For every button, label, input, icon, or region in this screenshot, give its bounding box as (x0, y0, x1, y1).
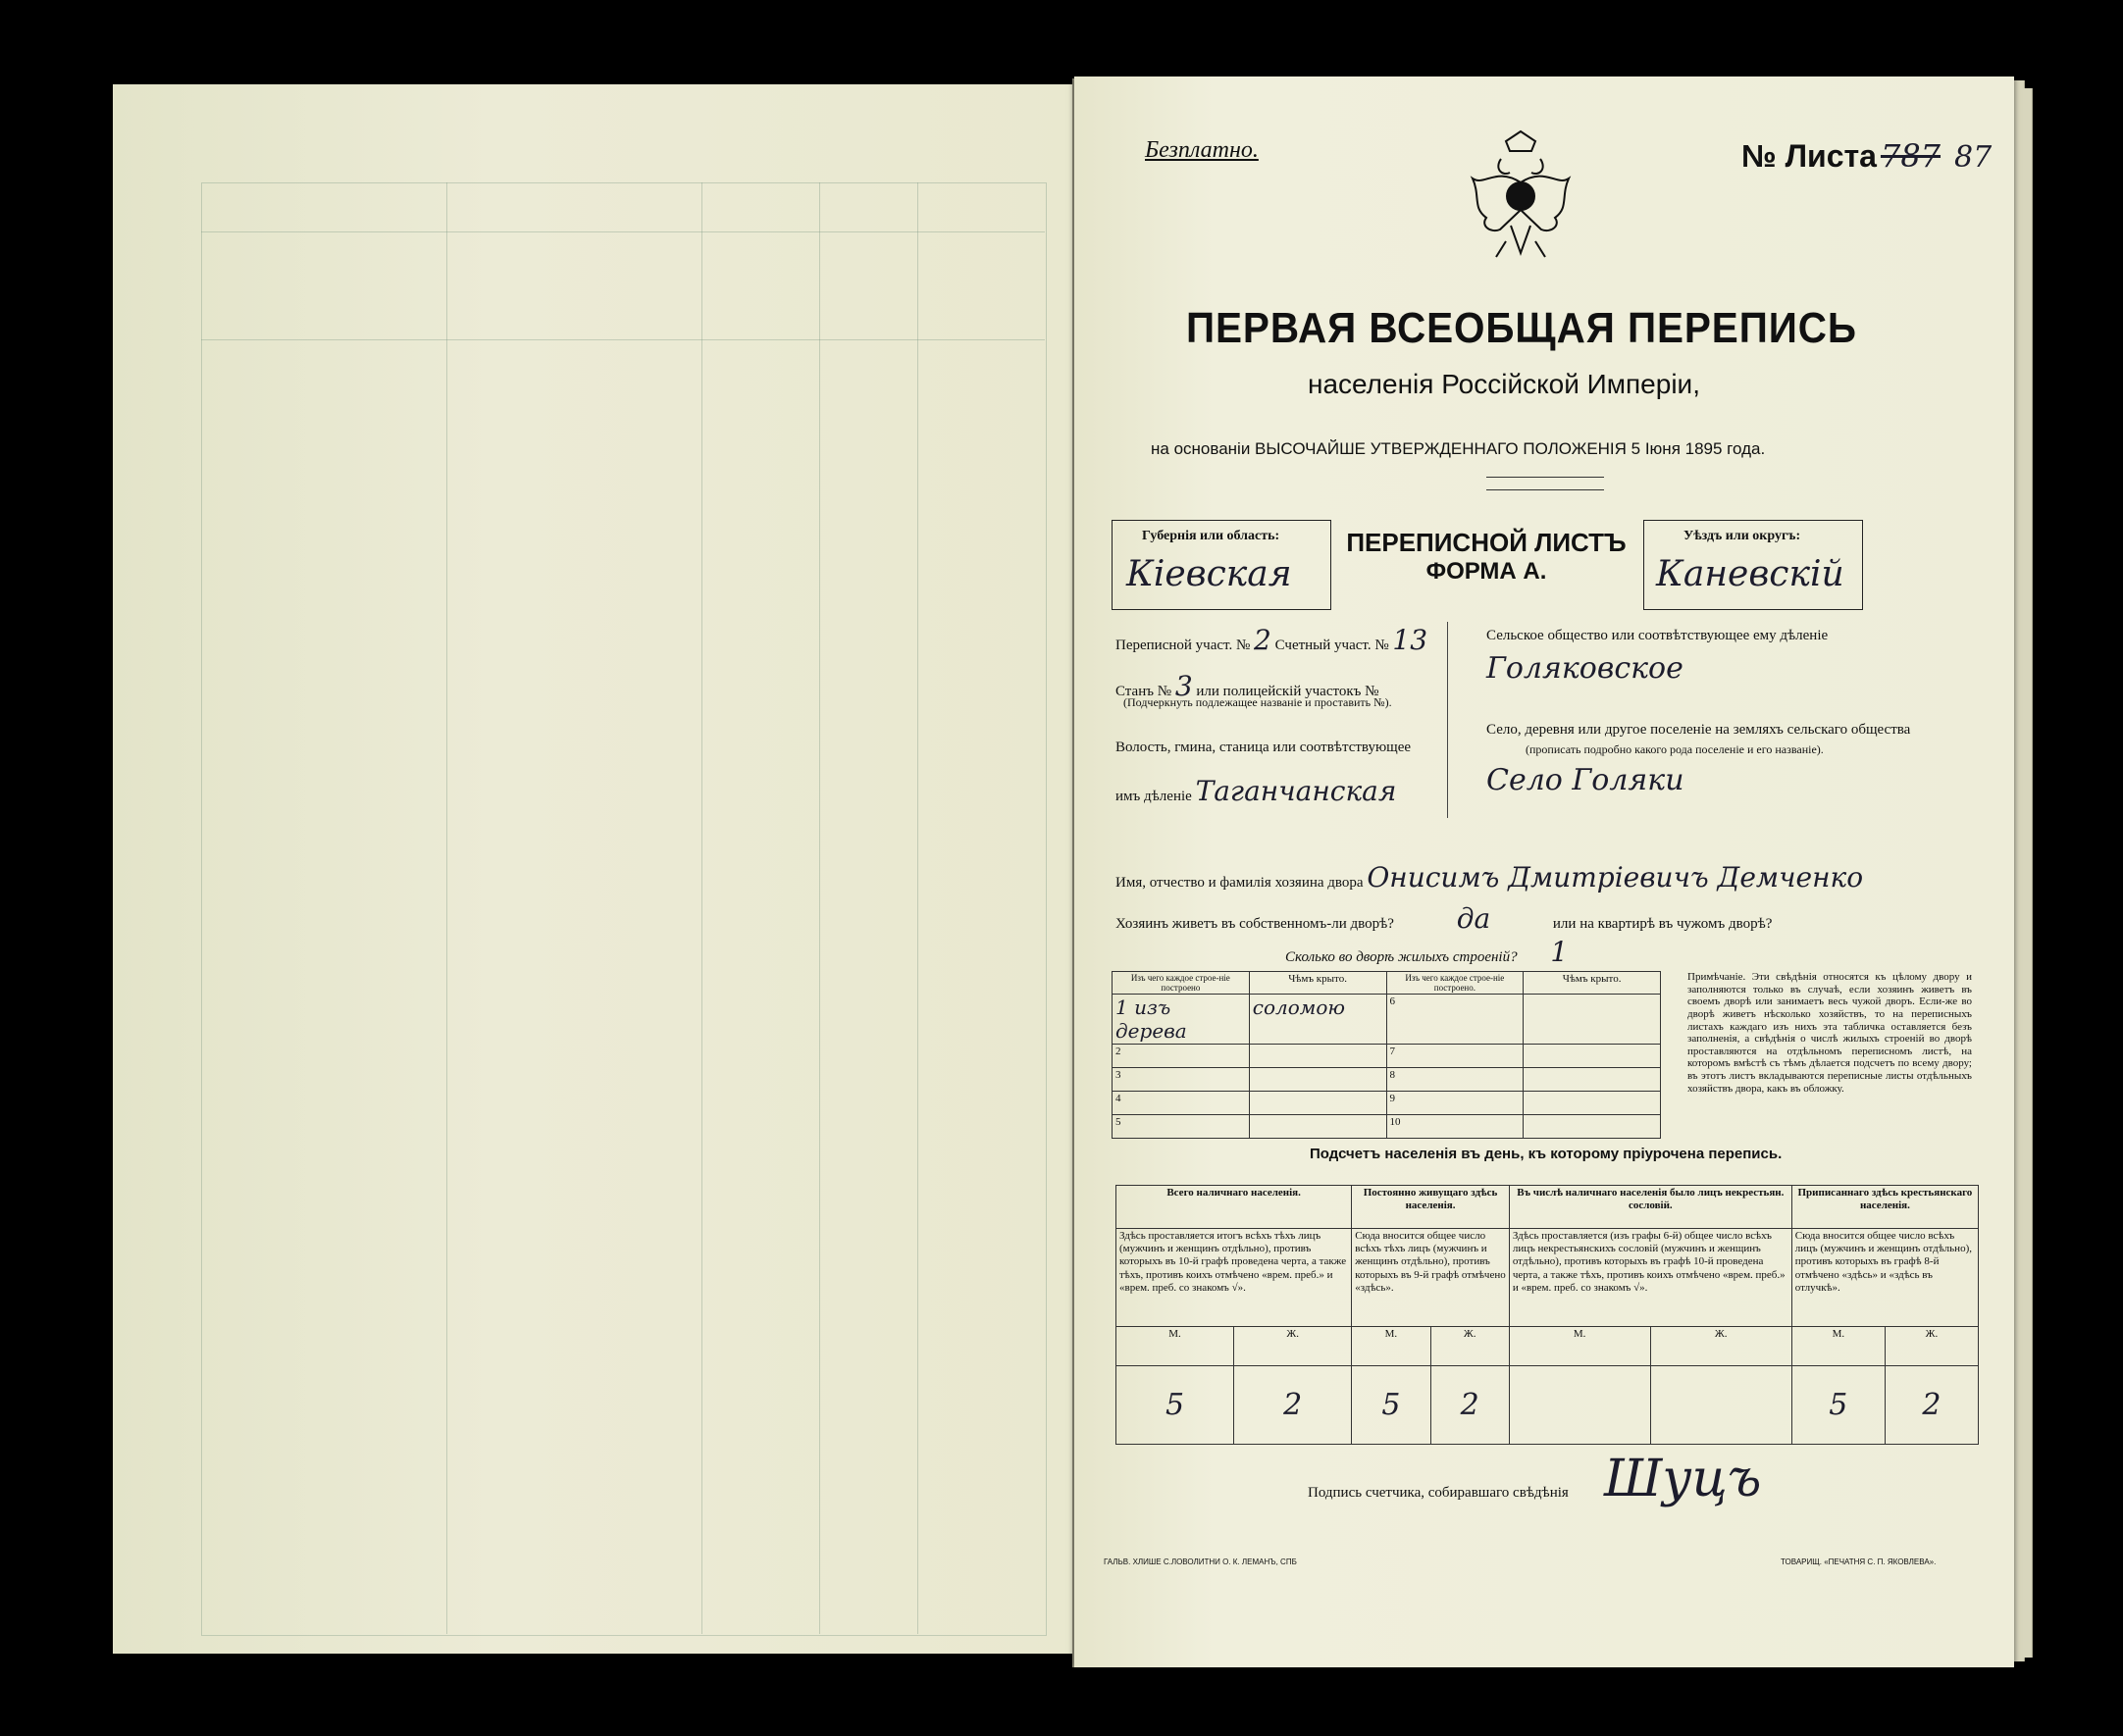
stan-label: Станъ № (1115, 684, 1172, 699)
free-label: Безплатно. (1145, 137, 1259, 163)
m-label: М. (1352, 1327, 1430, 1366)
count-heading: Подсчетъ населенія въ день, къ которому пріурочена перепись. (1310, 1146, 1783, 1162)
buildings-col2: Чѣмъ крыто. (1249, 972, 1386, 995)
bleed-grid (201, 182, 1047, 1636)
village-note: (прописать подробно какого рода поселеніе и его названіе). (1526, 742, 1824, 756)
building-10-roof (1524, 1115, 1661, 1139)
building-9: 9 (1386, 1092, 1524, 1115)
building-2: 2 (1113, 1045, 1250, 1068)
f-label: Ж. (1430, 1327, 1509, 1366)
census-section-label: Переписной участ. № (1115, 638, 1251, 653)
count-col4-desc: Сюда вносится общее число всѣхъ лицъ (мужчинъ и женщинъ отдѣльно), противъ которыхъ въ графѣ 8-й отмѣчено «здѣсь» и «здѣсь въ отлучкѣ». (1791, 1229, 1978, 1327)
bleed-line (201, 339, 1045, 340)
building-5: 5 (1113, 1115, 1250, 1139)
count-col3-desc: Здѣсь проставляется (изъ графы 6-й) общее число всѣхъ лицъ некрестьянскихъ сословій (мужчинъ и женщинъ отдѣльно), противъ которыхъ въ графѣ 10-й проведена черта, а также тѣхъ, противъ коихъ отмѣчено «врем. преб.» и «врем. преб. со знакомъ √». (1509, 1229, 1791, 1327)
form-subtitle: населенія Россійской Имперіи, (1308, 369, 1700, 399)
note-text: Примѣчаніе. Эти свѣдѣнія относятся къ цѣлому двору и заполняются только въ случаѣ, если хозяинъ живетъ въ своемъ дворѣ или занимаетъ весь чужой дворъ. Если-же во дворѣ живетъ нѣсколько хозяйствъ, то на переписныхъ листахъ каждаго изъ нихъ эта табличка оставляется безъ заполненія, а свѣдѣнія о числѣ жилыхъ строеній во дворѣ проставляются на отдѣльномъ переписномъ листѣ, на которомъ вмѣстѣ съ тѣмъ дѣлается подсчетъ по всему двору; въ этотъ листъ вкладываются переписные листы отдѣльныхъ хозяйствъ двора, какъ въ обложку. (1687, 971, 1972, 1095)
count-col3-m (1509, 1366, 1650, 1445)
count-section-label: Счетный участ. № (1274, 638, 1389, 653)
gubernia-label: Губернія или область: (1142, 529, 1280, 543)
count-col1-title: Всего наличнаго населенія. (1116, 1186, 1352, 1229)
bleed-line (917, 182, 918, 1634)
count-col2-m: 5 (1352, 1366, 1430, 1445)
form-basis: на основаніи ВЫСОЧАЙШЕ УТВЕРЖДЕННАГО ПОЛОЖЕНІЯ 5 Іюня 1895 года. (1151, 439, 1766, 458)
buildings-col3: Изъ чего каждое строе-ніе построено. (1386, 972, 1524, 995)
count-col1-desc: Здѣсь проставляется итогъ всѣхъ тѣхъ лицъ (мужчинъ и женщинъ отдѣльно), противъ которыхъ въ 10-й графѣ проведена черта, а также тѣхъ, противъ коихъ отмѣчено «врем. преб.» и «врем. преб. со знакомъ √». (1116, 1229, 1352, 1327)
gubernia-box (1112, 520, 1331, 610)
building-1-material: 1 изъ дерева (1113, 995, 1250, 1045)
building-1-roof: соломою (1249, 995, 1386, 1045)
building-6-roof (1524, 995, 1661, 1045)
society-value: Голяковское (1486, 651, 1683, 686)
buildings-row (1285, 936, 1568, 968)
page-edges (2024, 88, 2033, 1658)
police-label: или полицейскій участокъ № (1196, 684, 1379, 699)
count-col4-m: 5 (1791, 1366, 1885, 1445)
uezd-label: Уѣздъ или округъ: (1683, 529, 1801, 543)
imperial-eagle-icon (1467, 128, 1575, 265)
owner-lives-value: да (1456, 902, 1491, 935)
buildings-col4: Чѣмъ крыто. (1524, 972, 1661, 995)
uezd-box (1643, 520, 1863, 610)
uezd-value: Каневскій (1656, 554, 1844, 594)
f-label: Ж. (1650, 1327, 1791, 1366)
count-col2-f: 2 (1430, 1366, 1509, 1445)
bleed-line (701, 182, 702, 1634)
signature-label: Подпись счетчика, собиравшаго свѣдѣнія (1308, 1485, 1569, 1501)
building-4-roof (1249, 1092, 1386, 1115)
building-8: 8 (1386, 1068, 1524, 1092)
m-label: М. (1116, 1327, 1234, 1366)
volost-value: Таганчанская (1195, 775, 1397, 807)
building-4: 4 (1113, 1092, 1250, 1115)
buildings-value: 1 (1550, 936, 1569, 968)
count-col3-title: Въ числѣ наличнаго населенія было лицъ некрестьян. сословій. (1509, 1186, 1791, 1229)
census-section-row (1115, 624, 1427, 656)
count-col2-title: Постоянно живущаго здѣсь населенія. (1352, 1186, 1510, 1229)
society-label: Сельское общество или соотвѣтствующее ему дѣленіе (1486, 628, 1829, 643)
count-section-value: 13 (1392, 624, 1428, 656)
owner-name-label: Имя, отчество и фамилія хозяина двора (1115, 875, 1364, 891)
list-number-extra: 87 (1954, 140, 1993, 175)
printer-right: ТОВАРИЩ. «ПЕЧАТНЯ С. П. ЯКОВЛЕВА». (1781, 1557, 1937, 1566)
left-page (113, 84, 1074, 1654)
stan-note: (Подчеркнуть подлежащее названіе и проставить №). (1123, 695, 1392, 709)
bleed-line (446, 182, 447, 1634)
village-label: Село, деревня или другое поселеніе на земляхъ сельскаго общества (1486, 722, 1911, 738)
building-6: 6 (1386, 995, 1524, 1045)
list-number-value: 787 (1880, 137, 1942, 175)
list-number-label: № Листа (1741, 138, 1877, 174)
form-title: ПЕРВАЯ ВСЕОБЩАЯ ПЕРЕПИСЬ (1186, 304, 1857, 352)
building-10: 10 (1386, 1115, 1524, 1139)
buildings-col1: Изъ чего каждое строе-ніе построено (1113, 972, 1250, 995)
owner-lives-row (1115, 902, 1772, 935)
form-heading-line2: ФОРМА А. (1425, 558, 1547, 585)
building-3: 3 (1113, 1068, 1250, 1092)
bleed-line (201, 231, 1045, 232)
stan-value: 3 (1174, 670, 1193, 702)
volost-row (1115, 775, 1396, 807)
signature-value: Шуцъ (1604, 1450, 1762, 1508)
owner-row (1115, 861, 1863, 894)
ornament-divider (1486, 477, 1604, 490)
field-divider (1447, 622, 1448, 818)
count-col4-f: 2 (1885, 1366, 1978, 1445)
volost-label: Волость, гмина, станица или соотвѣтствующее (1115, 740, 1412, 755)
printer-left: ГАЛЬВ. ХЛИШЕ С.ЛОВОЛИТНИ О. К. ЛЕМАНЪ, СПБ (1104, 1557, 1297, 1566)
building-5-roof (1249, 1115, 1386, 1139)
census-section-value: 2 (1254, 624, 1271, 656)
village-value: Село Голяки (1486, 763, 1684, 797)
bleed-line (819, 182, 820, 1634)
owner-lives-label: Хозяинъ живетъ въ собственномъ-ли дворѣ? (1115, 916, 1394, 932)
list-number (1741, 137, 1992, 175)
building-7-roof (1524, 1045, 1661, 1068)
form-heading-line1: ПЕРЕПИСНОЙ ЛИСТЪ (1346, 528, 1627, 557)
building-2-roof (1249, 1045, 1386, 1068)
count-col1-f: 2 (1234, 1366, 1352, 1445)
owner-name-value: Онисимъ Дмитріевичъ Демченко (1367, 861, 1864, 894)
m-label: М. (1791, 1327, 1885, 1366)
m-label: М. (1509, 1327, 1650, 1366)
f-label: Ж. (1885, 1327, 1978, 1366)
form-heading (1339, 528, 1633, 586)
building-9-roof (1524, 1092, 1661, 1115)
building-3-roof (1249, 1068, 1386, 1092)
count-col4-title: Приписаннаго здѣсь крестьянскаго населенія. (1791, 1186, 1978, 1229)
f-label: Ж. (1234, 1327, 1352, 1366)
building-8-roof (1524, 1068, 1661, 1092)
census-form-page (1074, 77, 2014, 1667)
owner-rent-label: или на квартирѣ въ чужомъ дворѣ? (1552, 916, 1773, 932)
count-col1-m: 5 (1116, 1366, 1234, 1445)
count-col2-desc: Сюда вносится общее число всѣхъ тѣхъ лицъ (мужчинъ и женщинъ отдѣльно), противъ которыхъ въ 9-й графѣ отмѣчено «здѣсь». (1352, 1229, 1510, 1327)
gubernia-value: Кіевская (1126, 554, 1292, 594)
buildings-label: Сколько во дворѣ жилыхъ строеній? (1285, 949, 1518, 965)
volost-label-2: имъ дѣленіе (1115, 789, 1192, 804)
count-col3-f (1650, 1366, 1791, 1445)
count-table (1115, 1185, 1979, 1445)
building-7: 7 (1386, 1045, 1524, 1068)
buildings-table (1112, 971, 1661, 1139)
